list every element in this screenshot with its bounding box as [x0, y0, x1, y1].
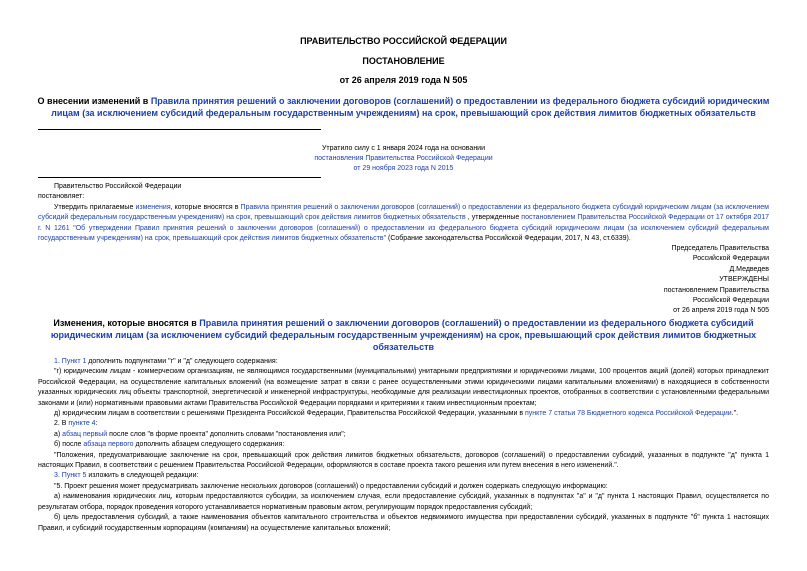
- preamble-paragraph: [38, 203, 769, 245]
- preamble-text-d: (Собрание законодательства Российской Федерации, 2017, N 43, ст.6339).: [386, 235, 631, 243]
- item-2-text-a: 2. В: [54, 420, 69, 428]
- item-2a-text-a: а): [54, 430, 63, 438]
- decree-1261-link[interactable]: постановлением Правительства Российской Федерации от 17 октября 2017 г. N 1261 "Об утверждении Правил принятия решений о заключении договоров (соглашений) о предоставлении из федерального бюджета субсидий юридическим лицам (за исключением субсидий федеральным государственным учреждениям) на срок, превышающий срок действия лимитов бюджетных обязательств": [38, 214, 769, 243]
- signature-block: [664, 244, 769, 317]
- changes-body: [38, 357, 769, 534]
- item-1-link[interactable]: 1. Пункт 1: [54, 358, 87, 365]
- document-title: [30, 95, 777, 119]
- status-note: [220, 144, 587, 174]
- item-3-text: изложить в следующей редакции:: [86, 472, 199, 480]
- quote-paragraph: "Положения, предусматривающие заключение на срок, превышающий срок действия лимитов бюджетных обязательств, договоров (соглашений) о предоставлении субсидий, указанных в подпункте "д" пункта 1 настоящих Правил, в соответствии с решением Правительства Российской Федерации, оформляются в составе проекта такого решения или путем внесения в него изменений.".: [38, 451, 769, 470]
- item-2a: [38, 430, 769, 440]
- document-date-number: от 26 апреля 2019 года N 505: [339, 75, 468, 85]
- status-line-1: Утратило силу с 1 января 2024 года на основании: [321, 145, 486, 152]
- item-1-text: дополнить подпунктами "г" и "д" следующего содержания:: [86, 358, 278, 365]
- signature-line-2: Российской Федерации: [692, 255, 769, 263]
- subitem-d: [38, 409, 769, 419]
- item-2-link[interactable]: пункте 4: [68, 420, 96, 428]
- signature-line-1: Председатель Правительства: [671, 245, 769, 252]
- preamble-line-1: Правительство Российской Федерации: [54, 183, 182, 190]
- item-3: [38, 471, 769, 481]
- rules-link[interactable]: Правила принятия решений о заключении договоров (соглашений) о предоставлении из федерального бюджета субсидий юридическим лицам (за исключением субсидий федеральным государственным учреждениям) на срок, превышающий срок действия лимитов бюджетных обязательств: [38, 203, 769, 222]
- item-2-text-b: :: [95, 420, 98, 428]
- divider-top: [38, 129, 321, 130]
- budget-code-link[interactable]: пункте 7 статьи 78 Бюджетного кодекса Российской Федерации: [525, 410, 732, 418]
- approval-line-3: Российской Федерации: [692, 297, 769, 305]
- preamble: [38, 182, 769, 244]
- signature-line-3: Д.Медведев: [729, 265, 769, 273]
- item-2b-text-a: б) после: [54, 441, 84, 449]
- title-prefix: О внесении изменений в: [37, 96, 151, 106]
- status-decree-date-link[interactable]: от 29 ноября 2023 года N 2015: [353, 165, 454, 172]
- item-2a-link[interactable]: абзац первый: [62, 430, 108, 438]
- item-3-link[interactable]: 3. Пункт 5: [54, 472, 87, 480]
- paragraph-5a: а) наименования юридических лиц, которым предоставляются субсидии, за исключением случая, если предоставление субсидий, указанных в подпунктах "а" и "д" пункта 1 настоящих Правил, осуществляется по результатам отбора, порядок проведения которого устанавливается нормативным правовым актом, регулирующим порядок предоставления субсидий;: [38, 493, 769, 511]
- approval-line-4: от 26 апреля 2019 года N 505: [673, 307, 769, 315]
- title-rules-link[interactable]: Правила принятия решений о заключении договоров (соглашений) о предоставлении из федерального бюджета субсидий юридическим лицам (за исключением субсидий федеральным государственным учреждениям) на срок, превышающий срок действия лимитов бюджетных обязательств: [51, 96, 770, 118]
- approval-line-1: УТВЕРЖДЕНЫ: [719, 276, 769, 284]
- subitem-g: "г) юридическим лицам - коммерческим организациям, не являющимся государственными (муниципальными) унитарными предприятиями и юридическими лицами, 100 процентов акций (долей) которых принадлежит Российской Федерации, на осуществление капитальных вложений (на возмещение затрат в связи с ранее осуществленными этими юридическими лицами капитальными вложениями) в находящиеся в собственности указанных юридических лиц объекты транспортной, энергетической и инженерной инфраструктуры, необходимые для реализации инвестиционных проектов, отобранных в соответствии с установленными федеральными законами и (или) нормативными правовыми актами Правительства Российской Федерации порядками и критериями к таким инвестиционным проектам;: [38, 368, 769, 407]
- approval-line-2: постановлением Правительства: [663, 286, 769, 294]
- paragraph-5: "5. Проект решения может предусматривать заключение нескольких договоров (соглашений) о предоставлении субсидий и должен содержать следующую информацию:: [54, 482, 608, 490]
- preamble-text-b: , которые вносятся в: [170, 203, 241, 211]
- subitem-d-text: д) юридическим лицам в соответствии с решениями Президента Российской Федерации, Правительства Российской Федерации, указанными в: [54, 410, 525, 418]
- changes-title-prefix: Изменения, которые вносятся в: [53, 318, 200, 328]
- changes-title-link[interactable]: Правила принятия решений о заключении договоров (соглашений) о предоставлении из федерального бюджета субсидий юридическим лицам (за исключением субсидий федеральным государственным учреждениям) на срок, превышающий срок действия лимитов бюджетных обязательств: [50, 318, 757, 352]
- item-2b-text-b: дополнить абзацем следующего содержания:: [133, 441, 285, 449]
- preamble-line-2: постановляет:: [38, 193, 85, 201]
- paragraph-5b: б) цель предоставления субсидий, а также наименования объектов капитального строительства и объектов недвижимого имущества при предоставлении субсидий, указанных в подпункте "б" пункта 1 настоящих Правил, и субсидий государственным корпорациям (компаниям) на осуществление капитальных вложений;: [38, 514, 769, 532]
- item-2b-link[interactable]: абзаца первого: [83, 441, 134, 449]
- changes-link[interactable]: изменения: [135, 203, 171, 211]
- government-heading: ПРАВИТЕЛЬСТВО РОССИЙСКОЙ ФЕДЕРАЦИИ: [300, 36, 507, 46]
- subitem-d-end: .".: [731, 410, 739, 418]
- item-2a-text-b: после слов "в форме проекта" дополнить словами "постановления или";: [107, 430, 346, 438]
- changes-title: [50, 317, 757, 353]
- preamble-text-a: Утвердить прилагаемые: [54, 203, 136, 211]
- status-decree-link[interactable]: постановления Правительства Российской Федерации: [314, 155, 493, 162]
- item-2: [38, 419, 769, 429]
- item-2b: [38, 440, 769, 450]
- item-1: [38, 357, 769, 367]
- divider-bottom: [38, 177, 321, 178]
- preamble-text-c: , утвержденные: [465, 214, 522, 222]
- document-type: ПОСТАНОВЛЕНИЕ: [362, 56, 445, 66]
